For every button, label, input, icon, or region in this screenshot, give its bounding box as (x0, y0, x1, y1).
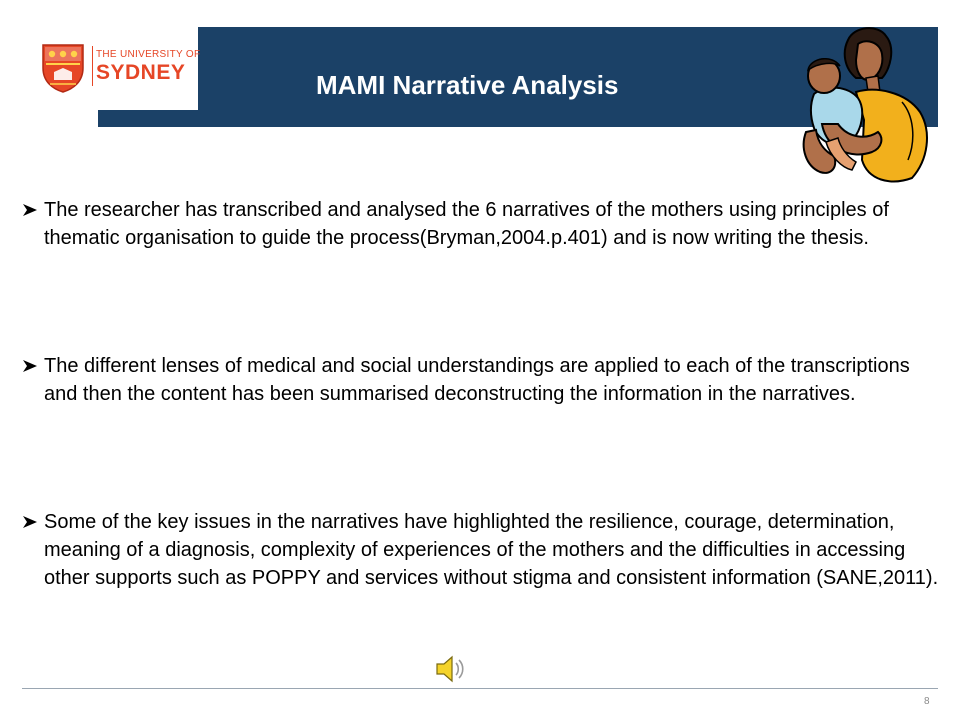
bullet-text: The researcher has transcribed and analysed the 6 narratives of the mothers using principles of thematic organisation to guide the process(Bryman,2004.p.401) and is now writing the thesis. (44, 199, 889, 249)
arrow-bullet-icon (22, 515, 38, 529)
arrow-bullet-icon (22, 203, 38, 217)
speaker-icon[interactable] (434, 654, 468, 684)
page-number: 8 (924, 696, 930, 707)
logo-line2: SYDNEY (96, 61, 186, 84)
mother-child-clipart-icon (786, 20, 946, 190)
bullet-item (22, 196, 944, 252)
bullet-text: Some of the key issues in the narratives have highlighted the resilience, courage, determination, meaning of a diagnosis, complexity of experiences of the mothers and the difficulties in accessing other supports such as POPPY and services without stigma and consistent information (SANE,2011). (44, 511, 939, 589)
footer-divider (22, 688, 938, 689)
arrow-bullet-icon (22, 359, 38, 373)
university-crest-icon (40, 42, 86, 94)
logo-panel-tab (22, 110, 98, 127)
bullet-item (22, 352, 944, 408)
bullet-text: The different lenses of medical and social understandings are applied to each of the transcriptions and then the content has been summarised deconstructing the information in the narratives. (44, 355, 910, 405)
logo-divider (92, 46, 93, 86)
logo-line1: THE UNIVERSITY OF (96, 49, 201, 60)
slide-title: MAMI Narrative Analysis (316, 70, 619, 100)
bullet-item (22, 508, 944, 592)
